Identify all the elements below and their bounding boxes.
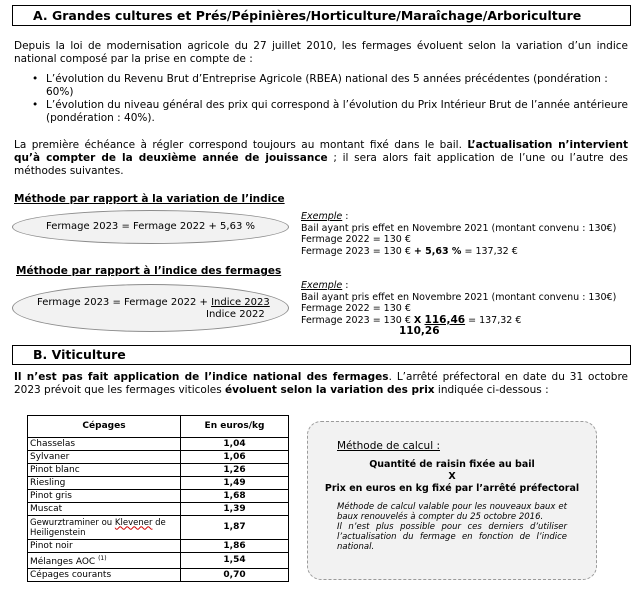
section-b-header (12, 345, 631, 365)
grape-price: 0,70 (181, 569, 289, 582)
table-row (28, 503, 289, 516)
index-components-list (14, 73, 628, 125)
table-row (28, 438, 289, 451)
table-row (28, 569, 289, 582)
example-line3a: Fermage 2023 = 130 € (301, 245, 414, 257)
table-row (28, 464, 289, 477)
section-a-title: A. Grandes cultures et Prés/Pépinières/Horticulture/Maraîchage/Arboriculture (33, 8, 582, 23)
method2-example (301, 280, 616, 338)
section-b-title: B. Viticulture (33, 347, 126, 362)
calc-note2: Il n’est plus possible pour ces derniers d’utiliser l’actualisation du fermage en fonction de l’indice national. (337, 522, 567, 552)
calc-formula (308, 459, 596, 495)
grape-price: 1,87 (181, 516, 289, 540)
grape-price: 1,04 (181, 438, 289, 451)
para-bold1: Il n’est pas fait application de l’indice national des fermages (14, 371, 389, 383)
calc-line1: Quantité de raisin fixée au bail (369, 459, 535, 470)
example-line3-den: 110,26 (399, 325, 440, 337)
example-line1: Bail ayant pris effet en Novembre 2021 (montant convenu : 130€) (301, 291, 617, 303)
para-normal1: . L’arrêté préfectoral en date du 31 octobre 2023 prévoit que les fermages viticoles (14, 371, 628, 396)
example-line2: Fermage 2022 = 130 € (301, 234, 411, 245)
col-header-price: En euros/kg (181, 416, 289, 438)
grape-price: 1,26 (181, 464, 289, 477)
grape-price: 1,06 (181, 451, 289, 464)
calculation-method-box (307, 421, 597, 580)
grape-name: Riesling (28, 477, 181, 490)
example-line3c: = 137,32 € (465, 314, 522, 326)
grape-name: Pinot noir (28, 540, 181, 553)
example-line3b: + 5,63 % (413, 245, 462, 257)
col-header-cepages: Cépages (28, 416, 181, 438)
grape-price-table (27, 415, 289, 582)
method2-formula (37, 297, 270, 308)
para-normal2: indiquée ci-dessous : (434, 384, 549, 396)
section-a-header (12, 5, 631, 26)
grape-name: Pinot blanc (28, 464, 181, 477)
example-line3b: X (413, 314, 425, 326)
section-a-para2 (14, 139, 628, 178)
table-row (28, 553, 289, 569)
method1-title: Méthode par rapport à la variation de l’indice (14, 193, 285, 205)
para-bold2: évoluent selon la variation des prix (225, 384, 435, 396)
example-line3c: = 137,32 € (461, 245, 518, 257)
grape-name: Chasselas (28, 438, 181, 451)
para2-end: ; il sera alors fait application de l’une ou l’autre des méthodes suivantes. (14, 152, 628, 177)
grape-price: 1,39 (181, 503, 289, 516)
method1-example (301, 211, 616, 257)
table-row (28, 451, 289, 464)
grape-price: 1,86 (181, 540, 289, 553)
calc-line3: Prix en euros en kg fixé par l’arrêté préfectoral (324, 483, 580, 494)
method1-formula: Fermage 2023 = Fermage 2022 + 5,63 % (46, 221, 255, 232)
grape-price: 1,54 (181, 553, 289, 569)
grape-price: 1,68 (181, 490, 289, 503)
example-colon: : (342, 211, 349, 222)
section-b-para (14, 371, 628, 397)
gewurz-c: de Heiligenstein (30, 517, 166, 538)
list-item: • L’évolution du niveau général des prix qui correspond à l’évolution du Prix Intérieur Brut de l’année antérieure (pondération : 40%). (14, 99, 628, 125)
table-row (28, 516, 289, 540)
example-line3a: Fermage 2023 = 130 € (301, 314, 414, 326)
table-row (28, 477, 289, 490)
gewurz-b: Klevener (114, 517, 153, 528)
method2-formula-num: Indice 2023 (211, 297, 270, 308)
grape-price: 1,49 (181, 477, 289, 490)
grape-name: Cépages courants (28, 569, 181, 582)
table-row (28, 540, 289, 553)
grape-name: Pinot gris (28, 490, 181, 503)
grape-name (28, 553, 181, 569)
example-label: Exemple (301, 280, 343, 291)
method1-formula-ellipse (12, 210, 289, 244)
example-line2: Fermage 2022 = 130 € (301, 303, 411, 314)
method2-formula-den: Indice 2022 (206, 309, 265, 320)
method2-title: Méthode par rapport à l’indice des fermages (16, 265, 282, 277)
table-header-row (28, 416, 289, 438)
calc-line2: X (448, 471, 456, 482)
footnote-marker: (1) (98, 555, 107, 562)
list-item: • L’évolution du Revenu Brut d’Entreprise Agricole (RBEA) national des 5 années précédentes (pondération : 60%) (14, 73, 628, 99)
calc-notes (337, 502, 567, 552)
example-label: Exemple (301, 211, 343, 222)
grape-name (28, 516, 181, 540)
melanges-name: Mélanges AOC (30, 557, 99, 567)
example-colon: : (342, 280, 349, 291)
example-line3-num: 116,46 (424, 313, 466, 326)
method2-formula-left: Fermage 2023 = Fermage 2022 + (37, 297, 212, 308)
para2-normal: La première échéance à régler correspond toujours au montant fixé dans le bail. (14, 139, 468, 151)
para2-bold: L’actualisation n’intervient qu’à compter de la deuxième année de jouissance (14, 139, 628, 164)
table-row (28, 490, 289, 503)
grape-name: Sylvaner (28, 451, 181, 464)
grape-name: Muscat (28, 503, 181, 516)
calc-note1: Méthode de calcul valable pour les nouveaux baux et baux renouvelés à compter du 25 octobre 2016. (337, 502, 567, 522)
calc-title: Méthode de calcul : (337, 440, 440, 452)
gewurz-a: Gewurztraminer ou (30, 517, 115, 528)
section-a-intro: Depuis la loi de modernisation agricole du 27 juillet 2010, les fermages évoluent selon la variation d’un indice national composé par la prise en compte de : (14, 40, 628, 65)
method2-formula-ellipse (12, 284, 289, 332)
example-line1: Bail ayant pris effet en Novembre 2021 (montant convenu : 130€) (301, 222, 617, 234)
